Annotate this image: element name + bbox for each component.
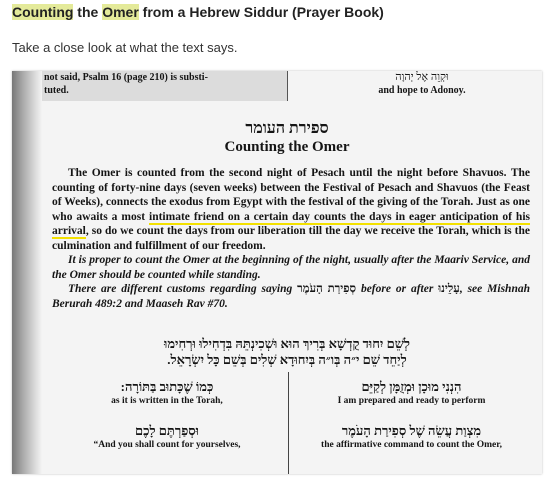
paragraph-3-middle: before or after	[356, 283, 439, 295]
kavanah-blessing	[42, 336, 532, 368]
right-column-block-2	[304, 423, 519, 451]
heading-connector: the	[73, 4, 103, 20]
paragraph-3-end: , see Mishnah Berurah 489:2 and Maaseh Rav #70.	[52, 283, 530, 310]
left-column-block-1	[62, 379, 272, 407]
instruction-text: Take a close look at what the text says.	[12, 40, 238, 55]
paragraph-1-end: , so do we count the days from our liberation till the day we receive the Torah, which is the culmination and fulfillment of our freedom.	[52, 225, 530, 252]
siddur-page-scan	[12, 71, 542, 474]
right-2-english: the affirmative command to count the Omer,	[321, 440, 502, 450]
left-2-hebrew: וּסְפַרְתֶּם לָכֶם	[134, 423, 200, 438]
right-1-hebrew: הִנְנִי מוּכָן וּמְזֻמָּן לְקַיֵּם	[361, 379, 462, 394]
left-2-english: “And you shall count for yourselves,	[93, 440, 241, 450]
heading-rest: from a Hebrew Siddur (Prayer Book)	[138, 4, 384, 20]
top-column-divider	[287, 71, 288, 101]
siddur-page	[42, 71, 542, 474]
top-note	[42, 71, 287, 101]
right-1-english: I am prepared and ready to perform	[337, 396, 486, 406]
paragraph-customs	[52, 282, 530, 311]
paragraph-3-start: There are different customs regarding saying	[68, 283, 298, 295]
top-note-line-1: not said, Psalm 16 (page 210) is substi-	[44, 72, 208, 83]
book-gutter-shadow	[12, 71, 42, 474]
right-2-hebrew: מִצְוַת עֲשֵׂה שֶׁל סְפִירַת הָעֹמֶר	[341, 423, 482, 438]
paragraph-3-hebrew-1: סְפִירַת הָעֹמֶר	[297, 283, 357, 295]
right-column-block-1	[304, 379, 519, 407]
column-divider	[288, 372, 289, 474]
body-text	[52, 166, 530, 311]
top-note-line-2: tuted.	[44, 85, 69, 96]
highlighted-word-counting: Counting	[12, 4, 74, 20]
english-title: Counting the Omer	[224, 139, 350, 155]
top-right-hebrew: וּקְוֵה אֶל יְהוָה	[395, 71, 449, 83]
paragraph-timing: It is proper to count the Omer at the beginning of the night, usually after the Maariv Service, and the Omer should be counted while standing.	[52, 254, 530, 281]
left-column-block-2	[62, 423, 272, 451]
left-1-hebrew: כְּמוֹ שֶׁכָּתוּב בַּתּוֹרָה:	[120, 379, 214, 394]
blessing-line-2: לְיַחֵד שֵׁם י״ה בְּו״ה בְּיִחוּדָא שְׁלִים בְּשֵׁם כָּל יִשְׂרָאֵל.	[167, 352, 407, 367]
paragraph-3-hebrew-2: עָלֵינוּ	[438, 283, 460, 295]
article-heading	[12, 4, 384, 22]
highlighted-word-omer: Omer	[102, 4, 139, 20]
paragraph-omer-explanation	[52, 166, 530, 253]
top-right-english: and hope to Adonoy.	[378, 85, 466, 96]
left-1-english: as it is written in the Torah,	[111, 396, 223, 406]
hebrew-title: ספירת העומר	[245, 120, 329, 137]
underlined-passage: intimate friend on a certain day counts the days in eager anticipation of his arrival	[52, 210, 530, 237]
paragraph-1-start: The Omer is counted from the second night of Pesach until the night before Shavuos. The counting of forty-nine days (seven weeks) between the Festival of Pesach and Shavuos (the Feast of Weeks), connects the exodus from Egypt with the festival of the giving of the Torah. Just as one who awaits a most	[52, 167, 530, 223]
blessing-line-1: לְשֵׁם יִחוּד קֻדְשָׁא בְּרִיךְ הוּא וּשְׁכִינְתֵּהּ בִּדְחִילוּ וּרְחִימוּ	[164, 336, 410, 351]
